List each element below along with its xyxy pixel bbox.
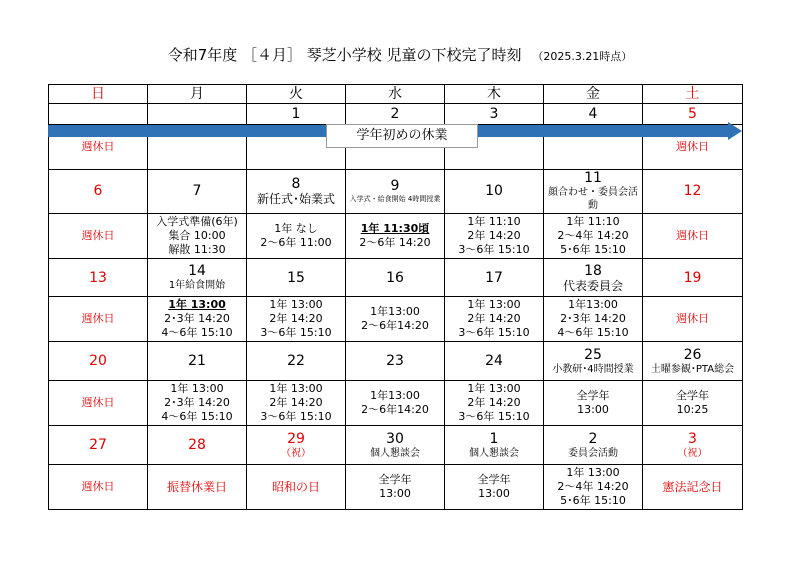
date-cell: 23 (346, 342, 445, 381)
date-number: 8 (291, 176, 301, 193)
time-line: 3～6年 15:10 (260, 410, 332, 424)
date-cell: 28 (148, 426, 247, 465)
date-cell: 21 (148, 342, 247, 381)
date-cell: 17 (445, 258, 544, 297)
weekday-sun: 日 (49, 85, 148, 104)
dismissal-times (346, 381, 445, 426)
dismissal-times (445, 381, 544, 426)
time-line: 5･6年 15:10 (560, 242, 626, 256)
date-cell: 19 (643, 258, 743, 297)
time-line: 2～6年14:20 (361, 403, 429, 417)
date-cell (247, 169, 346, 213)
dismissal-times (544, 297, 643, 342)
date-number: 9 (390, 178, 400, 195)
time-line: 2･3年 14:20 (164, 312, 230, 326)
weekday-sat: 土 (643, 85, 743, 104)
time-line: 1年 13:00 (170, 382, 224, 396)
date-cell: 27 (49, 426, 148, 465)
sun-holiday: 週休日 (49, 297, 148, 342)
arrow-head (728, 122, 742, 140)
sat-holiday: 週休日 (643, 124, 743, 169)
week3-date-row (49, 258, 743, 297)
week2-date-row (49, 169, 743, 213)
week4-date-row (49, 342, 743, 381)
dismissal-times (148, 297, 247, 342)
date-cell: 15 (247, 258, 346, 297)
time-line: 入学式準備(6年) (156, 214, 238, 228)
sun-holiday: 週休日 (49, 464, 148, 509)
date-cell: 20 (49, 342, 148, 381)
date-cell: 1 (247, 104, 346, 124)
time-line: 2･3年 14:20 (164, 396, 230, 410)
time-line: 1年 13:00 (269, 382, 323, 396)
time-line: 2～6年 11:00 (260, 235, 332, 249)
date-number: 29 (287, 430, 305, 447)
sun-holiday: 週休日 (49, 213, 148, 258)
event-label: 土曜参観･PTA総会 (650, 363, 735, 375)
event-label: 委員会活動 (568, 447, 618, 459)
date-cell: 16 (346, 258, 445, 297)
date-cell: 13 (49, 258, 148, 297)
time-line: 5･6年 15:10 (560, 493, 626, 507)
dismissal-times (346, 213, 445, 258)
title-asof: （2025.3.21時点） (532, 50, 633, 63)
dismissal-times (643, 381, 743, 426)
date-number: 11 (584, 170, 602, 187)
holiday-name: 憲法記念日 (643, 464, 743, 509)
date-cell: 22 (247, 342, 346, 381)
week5-content-row (49, 464, 743, 509)
time-line: 4～6年 15:10 (161, 410, 233, 424)
dismissal-times (544, 213, 643, 258)
time-line: 2年 14:20 (467, 396, 521, 410)
time-line: 3～6年 15:10 (458, 326, 530, 340)
time-line: 2年 14:20 (467, 228, 521, 242)
week3-content-row (49, 297, 743, 342)
event-label: 新任式･始業式 (256, 192, 335, 207)
time-line: 3～6年 15:10 (458, 242, 530, 256)
time-line: 全学年 (378, 472, 412, 486)
date-cell: 7 (148, 169, 247, 213)
sat-holiday: 週休日 (643, 213, 743, 258)
date-cell: 12 (643, 169, 743, 213)
dismissal-times (346, 297, 445, 342)
date-number: 26 (683, 346, 702, 363)
time-line: 1年 13:00 (467, 298, 521, 312)
date-number: 3 (688, 430, 697, 447)
event-label: 個人懇談会 (370, 447, 420, 459)
time-line: 1年 13:00 (168, 298, 226, 312)
date-cell (544, 342, 643, 381)
date-cell (643, 342, 743, 381)
time-line: 1年 11:10 (566, 214, 620, 228)
event-label: 小教研･4時間授業 (552, 363, 634, 375)
dismissal-times (247, 381, 346, 426)
week4-content-row (49, 381, 743, 426)
time-line: 3～6年 15:10 (260, 326, 332, 340)
week2-content-row (49, 213, 743, 258)
time-line: 集合 10:00 (168, 228, 226, 242)
time-line: 2～6年 14:20 (359, 235, 431, 249)
time-line: 2年 14:20 (269, 312, 323, 326)
date-cell: 5 (643, 104, 743, 124)
time-line: 4～6年 15:10 (161, 326, 233, 340)
date-cell: 6 (49, 169, 148, 213)
dismissal-times (247, 213, 346, 258)
date-cell (544, 426, 643, 465)
date-number: 14 (188, 263, 206, 280)
time-line: 全学年 (477, 472, 511, 486)
time-line: 1年 11:10 (467, 214, 521, 228)
date-cell: 2 (346, 104, 445, 124)
weekday-tue: 火 (247, 85, 346, 104)
date-cell: 10 (445, 169, 544, 213)
dismissal-times (247, 297, 346, 342)
dismissal-times (346, 464, 445, 509)
date-cell (247, 426, 346, 465)
time-line: 2～4年 14:20 (557, 228, 629, 242)
time-line: 1年 13:00 (467, 382, 521, 396)
dismissal-times (148, 213, 247, 258)
date-number: 1 (489, 430, 499, 447)
date-number: 2 (588, 430, 598, 447)
dismissal-times (445, 297, 544, 342)
time-line: 13:00 (478, 486, 510, 500)
time-line: 1年13:00 (370, 305, 420, 319)
event-label: 1年給食開始 (168, 280, 226, 292)
time-line: 解散 11:30 (168, 242, 226, 256)
time-line: 全学年 (576, 389, 610, 403)
weekday-header-row (49, 85, 743, 104)
date-cell (445, 426, 544, 465)
time-line: 3～6年 15:10 (458, 410, 530, 424)
title-main: 令和7年度 ［４月］ 琴芝小学校 児童の下校完了時刻 (167, 46, 522, 64)
date-cell (346, 169, 445, 213)
time-line: 2年 14:20 (269, 396, 323, 410)
week5-date-row (49, 426, 743, 465)
weekday-wed: 水 (346, 85, 445, 104)
dismissal-times (544, 464, 643, 509)
time-line: 10:25 (676, 403, 709, 417)
event-label: 顔合わせ・委員会活動 (548, 187, 638, 212)
time-line: 2･3年 14:20 (560, 312, 626, 326)
weekday-thu: 木 (445, 85, 544, 104)
sun-holiday: 週休日 (49, 381, 148, 426)
date-cell (148, 258, 247, 297)
time-line: 2～4年 14:20 (557, 479, 629, 493)
date-cell (643, 426, 743, 465)
time-line: 1年13:00 (568, 298, 618, 312)
date-cell (346, 426, 445, 465)
holiday-mark: （祝） (281, 447, 311, 459)
dismissal-times (148, 381, 247, 426)
date-cell (544, 169, 643, 213)
holiday-name: 昭和の日 (247, 464, 346, 509)
weekday-mon: 月 (148, 85, 247, 104)
date-cell: 24 (445, 342, 544, 381)
holiday-name: 振替休業日 (148, 464, 247, 509)
dismissal-times (544, 381, 643, 426)
date-cell (544, 258, 643, 297)
dismissal-times (445, 464, 544, 509)
time-line: 2年 14:20 (467, 312, 521, 326)
time-line: 13:00 (379, 486, 411, 500)
time-line: 1年 13:00 (566, 465, 620, 479)
date-cell: 4 (544, 104, 643, 124)
date-number: 30 (386, 430, 404, 447)
dismissal-times (445, 213, 544, 258)
date-cell: 3 (445, 104, 544, 124)
holiday-mark: （祝） (677, 447, 708, 459)
time-line: 1年 13:00 (269, 298, 323, 312)
page-title (0, 44, 800, 65)
date-number: 25 (584, 346, 602, 363)
time-line: 全学年 (676, 389, 709, 403)
sat-holiday: 週休日 (643, 297, 743, 342)
time-line: 1年 11:30頃 (360, 221, 430, 235)
time-line: 2～6年14:20 (361, 319, 429, 333)
time-line: 1年 なし (274, 221, 318, 235)
event-label: 個人懇談会 (469, 447, 519, 459)
date-number: 18 (584, 262, 602, 279)
event-label: 代表委員会 (562, 278, 623, 293)
vacation-banner: 学年初めの休業 (326, 124, 478, 148)
time-line: 1年13:00 (370, 389, 420, 403)
event-label: 入学式・給食開始 4時間授業 (349, 195, 441, 204)
time-line: 4～6年 15:10 (557, 326, 629, 340)
time-line: 13:00 (577, 403, 609, 417)
sun-holiday: 週休日 (49, 124, 148, 169)
weekday-fri: 金 (544, 85, 643, 104)
